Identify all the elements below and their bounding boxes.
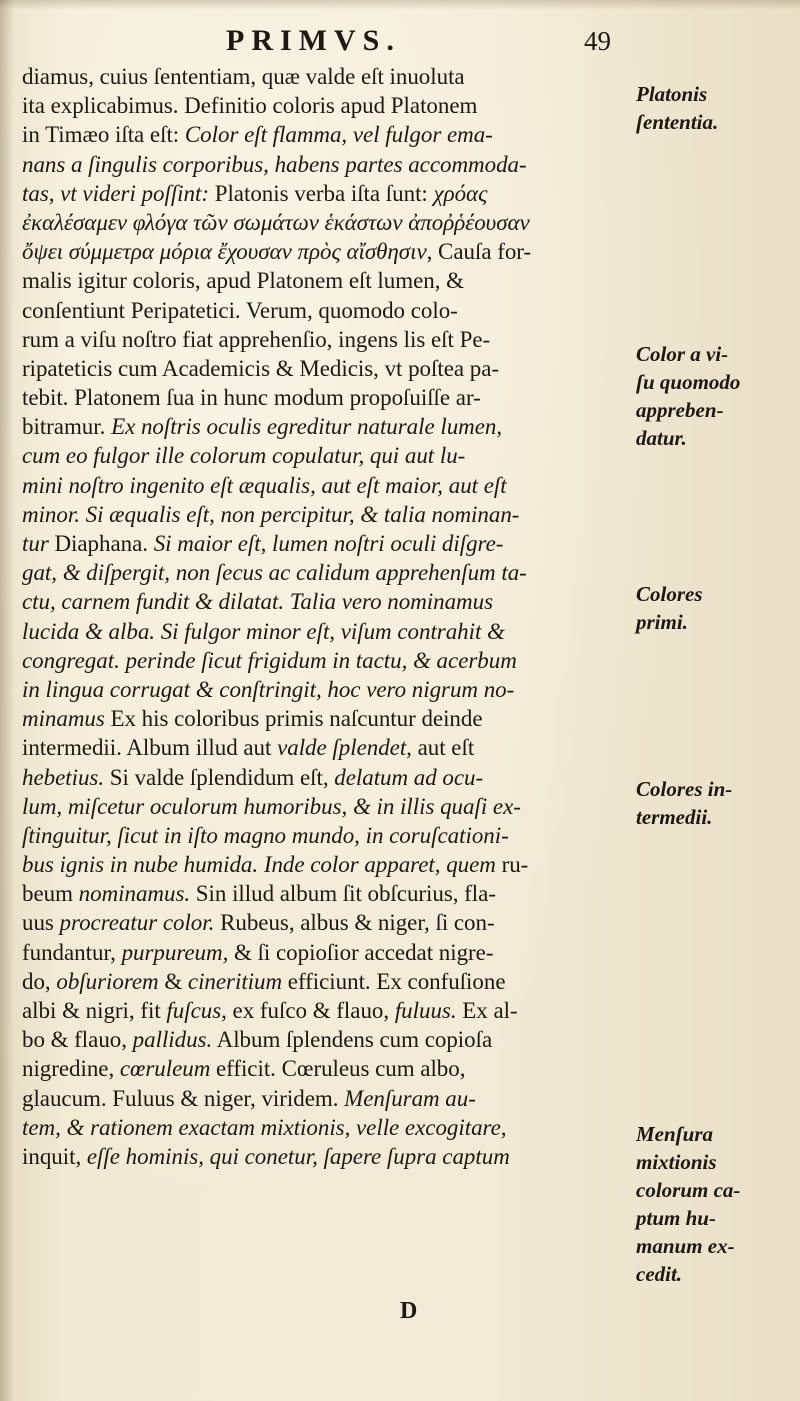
margin-note-line: cedit. <box>636 1262 683 1286</box>
italic-text: nans a ſingulis corporibus, habens partes accommoda- <box>22 151 527 177</box>
roman-text: Sin illud album ſit obſcurius, fla- <box>190 881 496 907</box>
page-number: 49 <box>584 26 611 56</box>
text-line <box>22 208 630 237</box>
roman-text: efficiunt. Ex confuſione <box>282 968 506 994</box>
roman-text: uus <box>22 910 60 936</box>
roman-text: tebit. Platonem ſua in hunc modum propoſuiſſe ar- <box>22 385 481 411</box>
margin-note-line: manum ex- <box>636 1234 735 1258</box>
text-line <box>22 383 630 412</box>
page-shadow-top <box>0 0 800 10</box>
text-line <box>22 1025 630 1054</box>
text-line <box>22 1113 630 1142</box>
roman-text: Ex his coloribus primis naſcuntur deinde <box>110 706 483 732</box>
page-shadow-left <box>0 0 14 1401</box>
italic-text: lum, miſcetur oculorum humoribus, & in illis quaſi ex- <box>22 793 521 819</box>
italic-text: Ex noſtris oculis egreditur naturale lumen, <box>111 414 503 440</box>
roman-text: bo & flauo, <box>22 1027 133 1053</box>
roman-text: Album ſplendens cum copioſa <box>212 1027 493 1053</box>
margin-note-line: primi. <box>636 610 688 634</box>
italic-text: valde ſplendet, <box>277 735 412 761</box>
italic-text: Si maior eſt, lumen noſtri oculi diſgre- <box>153 531 504 556</box>
text-line <box>22 763 630 792</box>
italic-text: ctu, carnem fundit & dilatat. Talia vero nominamus <box>22 589 493 615</box>
text-line <box>22 587 630 616</box>
text-line <box>22 529 630 558</box>
margin-note-line: ptum hu- <box>636 1206 716 1230</box>
text-line <box>22 500 630 529</box>
running-head: PRIMVS. <box>226 24 401 57</box>
italic-text: ὄψει σύμμετρα μόρια ἔχουσαν πρὸς αἴσθησιν <box>22 239 427 265</box>
text-line <box>22 879 630 908</box>
italic-text: ἐκαλέσαμεν φλόγα τῶν σωμάτων ἑκάστων ἀποῤῥέουσαν <box>22 209 530 235</box>
margin-note-color-visu <box>636 340 796 452</box>
text-line <box>22 1142 630 1171</box>
roman-text: ex fuſco & flauo, <box>226 998 395 1023</box>
roman-text: intermedii. Album illud aut <box>22 735 278 761</box>
roman-text: rum a viſu noſtro fiat apprehenſio, ingens lis eſt Pe- <box>22 326 491 352</box>
margin-note-line: datur. <box>636 426 687 450</box>
italic-text: cineritium <box>187 968 283 994</box>
text-line <box>22 733 630 762</box>
page-header <box>0 14 800 57</box>
italic-text: purpureum, <box>121 939 229 965</box>
roman-text: malis igitur coloris, apud Platonem eſt lumen, & <box>22 268 464 294</box>
text-line <box>22 91 630 120</box>
text-line <box>22 850 630 879</box>
text-line <box>22 471 630 500</box>
italic-text: mini noſtro ingenito eſt æqualis, aut eſt maior, aut eſt <box>22 472 507 498</box>
italic-text: lucida & alba. Si fulgor minor eſt, viſum contrahit & <box>22 618 505 644</box>
text-line <box>22 412 630 441</box>
roman-text: nigredine, <box>22 1056 120 1082</box>
text-line <box>22 558 630 587</box>
text-line <box>22 325 630 354</box>
italic-text: procreatur color. <box>59 910 215 936</box>
text-line <box>22 296 630 325</box>
italic-text: eſſe hominis, qui conetur, ſapere ſupra captum <box>86 1143 510 1169</box>
margin-note-colores-intermedii <box>636 775 796 831</box>
roman-text: ru- <box>501 852 529 878</box>
italic-text: minamus <box>22 706 111 732</box>
italic-text: delatum ad ocu- <box>334 764 484 790</box>
italic-text: tas, vt videri poſſint: <box>22 180 215 206</box>
text-line <box>22 675 630 704</box>
text-line <box>22 967 630 996</box>
roman-text: & ſi copioſior accedat nigre- <box>228 939 494 965</box>
roman-text: Platonis verba iſta ſunt: <box>214 180 434 206</box>
roman-text: Si valde ſplendidum eſt, <box>104 764 335 790</box>
margin-note-line: colorum ca- <box>636 1178 741 1202</box>
italic-text: Menſuram au- <box>344 1085 476 1111</box>
text-line <box>22 646 630 675</box>
roman-text: Rubeus, albus & niger, ſi con- <box>214 910 495 936</box>
italic-text: congregat. perinde ſicut frigidum in tactu, & acerbum <box>22 647 517 673</box>
text-line <box>22 354 630 383</box>
roman-text: beum <box>22 881 79 907</box>
margin-note-mensura <box>636 1120 796 1288</box>
italic-text: cum eo fulgor ille colorum copulatur, qui aut lu- <box>22 443 466 469</box>
italic-text: pallidus. <box>132 1027 213 1053</box>
italic-text: gat, & diſpergit, non ſecus ac calidum apprehenſum ta- <box>22 560 527 586</box>
roman-text: do, <box>22 968 57 994</box>
italic-text: minor. Si æqualis eſt, non percipitur, & talia nominan- <box>22 501 520 527</box>
text-line <box>22 704 630 733</box>
italic-text: hebetius. <box>22 764 105 790</box>
italic-text: χρόας <box>433 180 488 206</box>
roman-text: conſentiunt Peripatetici. Verum, quomodo colo- <box>22 297 458 323</box>
roman-text: & <box>158 968 188 994</box>
italic-text: in lingua corrugat & conſtringit, hoc vero nigrum no- <box>22 676 515 702</box>
margin-note-line: ſu quomodo <box>636 370 741 394</box>
margin-note-line: Colores in- <box>636 777 733 801</box>
roman-text: albi & nigri, fit <box>22 998 167 1023</box>
margin-note-line: Menſura <box>636 1122 714 1146</box>
italic-text: cœruleum <box>119 1056 211 1082</box>
roman-text: glaucum. Fuluus & niger, viridem. <box>22 1085 345 1111</box>
roman-text: inquit, <box>22 1143 87 1169</box>
text-line <box>22 179 630 208</box>
margin-note-line: appreben- <box>636 398 724 422</box>
main-text-column <box>22 62 630 1171</box>
margin-note-colores-primi <box>636 580 796 636</box>
italic-text: tem, & rationem exactam mixtionis, velle excogitare, <box>22 1114 507 1140</box>
italic-text: tur <box>22 531 55 556</box>
text-line <box>22 441 630 470</box>
roman-text: fundantur, <box>22 939 122 965</box>
text-line <box>22 150 630 179</box>
margin-note-line: mixtionis <box>636 1150 717 1174</box>
roman-text: efficit. Cœruleus cum albo, <box>210 1056 466 1082</box>
roman-text: ita explicabimus. Definitio coloris apud Platonem <box>22 93 478 119</box>
text-line <box>22 617 630 646</box>
italic-text: bus ignis in nube humida. Inde color apparet, quem <box>22 852 502 878</box>
text-line <box>22 62 630 91</box>
margin-note-line: Platonis <box>636 82 708 106</box>
italic-text: fuluus. <box>394 998 457 1023</box>
signature-mark: D <box>400 1298 418 1324</box>
text-line <box>22 1084 630 1113</box>
text-line <box>22 120 630 149</box>
text-line <box>22 908 630 937</box>
roman-text: diamus, cuius ſententiam, quæ valde eſt inuoluta <box>22 64 465 89</box>
text-line <box>22 266 630 295</box>
italic-text: ſtinguitur, ſicut in iſto magno mundo, in coruſcationi- <box>22 822 509 848</box>
italic-text: Color eſt flamma, vel fulgor ema- <box>184 122 493 148</box>
roman-text: , Cauſa for- <box>426 239 532 265</box>
italic-text: obſuriorem <box>56 968 159 994</box>
margin-note-line: Colores <box>636 582 703 606</box>
text-line <box>22 792 630 821</box>
text-line <box>22 996 630 1025</box>
margin-note-platonis <box>636 80 796 136</box>
italic-text: nominamus. <box>78 881 191 907</box>
roman-text: ripateticis cum Academicis & Medicis, vt poſtea pa- <box>22 355 500 381</box>
roman-text: Diaphana. <box>54 531 154 556</box>
text-line <box>22 821 630 850</box>
margin-note-line: termedii. <box>636 805 713 829</box>
margin-note-line: Color a vi- <box>636 342 729 366</box>
margin-note-line: ſententia. <box>636 110 719 134</box>
roman-text: in Timæo iſta eſt: <box>22 122 185 148</box>
roman-text: bitramur. <box>22 414 112 440</box>
italic-text: fuſcus, <box>166 998 227 1023</box>
roman-text: aut eſt <box>411 735 475 761</box>
roman-text: Ex al- <box>456 998 518 1023</box>
text-line <box>22 1054 630 1083</box>
text-line <box>22 938 630 967</box>
text-line <box>22 237 630 266</box>
